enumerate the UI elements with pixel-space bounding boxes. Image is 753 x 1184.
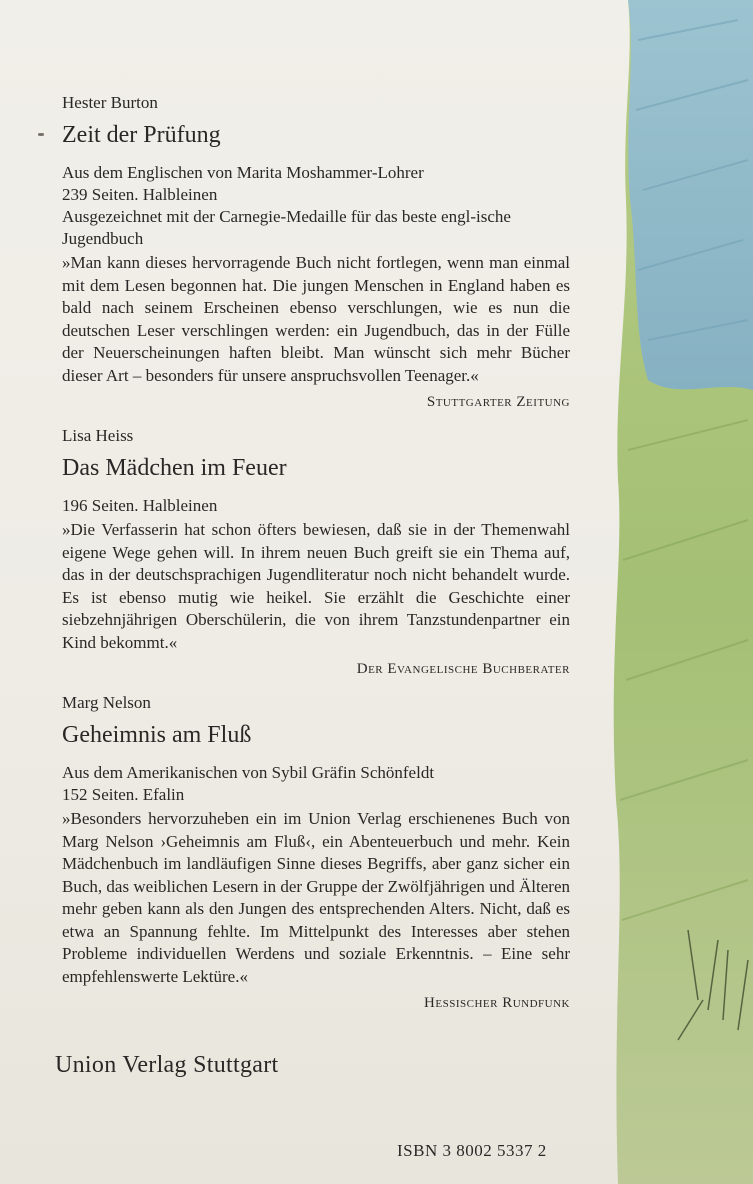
publisher-name: Union Verlag Stuttgart bbox=[55, 1052, 279, 1078]
book-translator: Aus dem Englischen von Marita Moshammer-Lohrer bbox=[62, 163, 424, 182]
book-review-quote: »Die Verfasserin hat schon öfters bewiesen, daß sie in der Themenwahl eigene Wege gehen will. In ihrem neuen Buch greift sie ein Thema auf, das in der deutschsprachigen Jugendliteratur noch nicht behandelt wurde. Es ist ebenso mutig wie heikel. Sie erzählt die Geschichte einer siebzehnjährigen Oberschülerin, die von ihrem Tanzstundenpartner ein Kind bekommt.« bbox=[62, 520, 570, 652]
book-translator: Aus dem Amerikanischen von Sybil Gräfin Schönfeldt bbox=[62, 763, 435, 782]
review-source: Stuttgarter Zeitung bbox=[426, 394, 570, 410]
review-source: Hessischer Rundfunk bbox=[424, 995, 570, 1011]
pencil-mark bbox=[38, 133, 44, 136]
review-source: Der Evangelische Buchberater bbox=[356, 661, 570, 677]
book-pages: 152 Seiten. Efalin bbox=[62, 785, 185, 804]
book-entry bbox=[62, 92, 570, 413]
book-title: Geheimnis am Fluß bbox=[62, 722, 252, 748]
book-author: Marg Nelson bbox=[62, 693, 151, 712]
book-review-quote: »Besonders hervorzuheben ein im Union Verlag erschienenes Buch von Marg Nelson ›Geheimnis am Fluß‹, ein Abenteuerbuch und mehr. Kein Mädchenbuch im landläufigen Sinne dieses Begriffs, aber ganz sicher ein Buch, das weiblichen Lesern in der Gruppe der Zwölfjährigen und Älteren mehr geben kann als den Jungen des entsprechenden Alters. Nicht, daß es etwa an Spannung fehlte. Im Mittelpunkt des Interesses aber stehen Probleme individuellen Werdens und soziale Erkenntnis. – Eine sehr empfehlenswerte Lektüre.« bbox=[62, 809, 570, 986]
isbn-number: ISBN 3 8002 5337 2 bbox=[397, 1141, 547, 1160]
book-title: Zeit der Prüfung bbox=[62, 122, 221, 148]
book-award: Ausgezeichnet mit der Carnegie-Medaille für das beste engl-ische Jugendbuch bbox=[62, 207, 511, 248]
book-review-quote: »Man kann dieses hervorragende Buch nicht fortlegen, wenn man einmal mit dem Lesen begonnen hat. Die jungen Menschen in England haben es bald nach seinem Erscheinen ebenso verschlungen, wie es nun die deutschen Leser verschlingen werden: ein Jugendbuch, das in der Fülle der Neuerscheinungen haften bleibt. Man wünscht sich mehr Bücher dieser Art – besonders für unsere anspruchsvollen Teenager.« bbox=[62, 253, 570, 385]
book-entry bbox=[62, 425, 570, 680]
book-title: Das Mädchen im Feuer bbox=[62, 455, 287, 481]
book-listings bbox=[62, 92, 570, 1026]
book-author: Hester Burton bbox=[62, 93, 158, 112]
book-pages: 239 Seiten. Halbleinen bbox=[62, 185, 218, 204]
cover-illustration bbox=[608, 0, 753, 1184]
book-pages: 196 Seiten. Halbleinen bbox=[62, 496, 218, 515]
book-author: Lisa Heiss bbox=[62, 426, 134, 445]
book-entry bbox=[62, 692, 570, 1014]
